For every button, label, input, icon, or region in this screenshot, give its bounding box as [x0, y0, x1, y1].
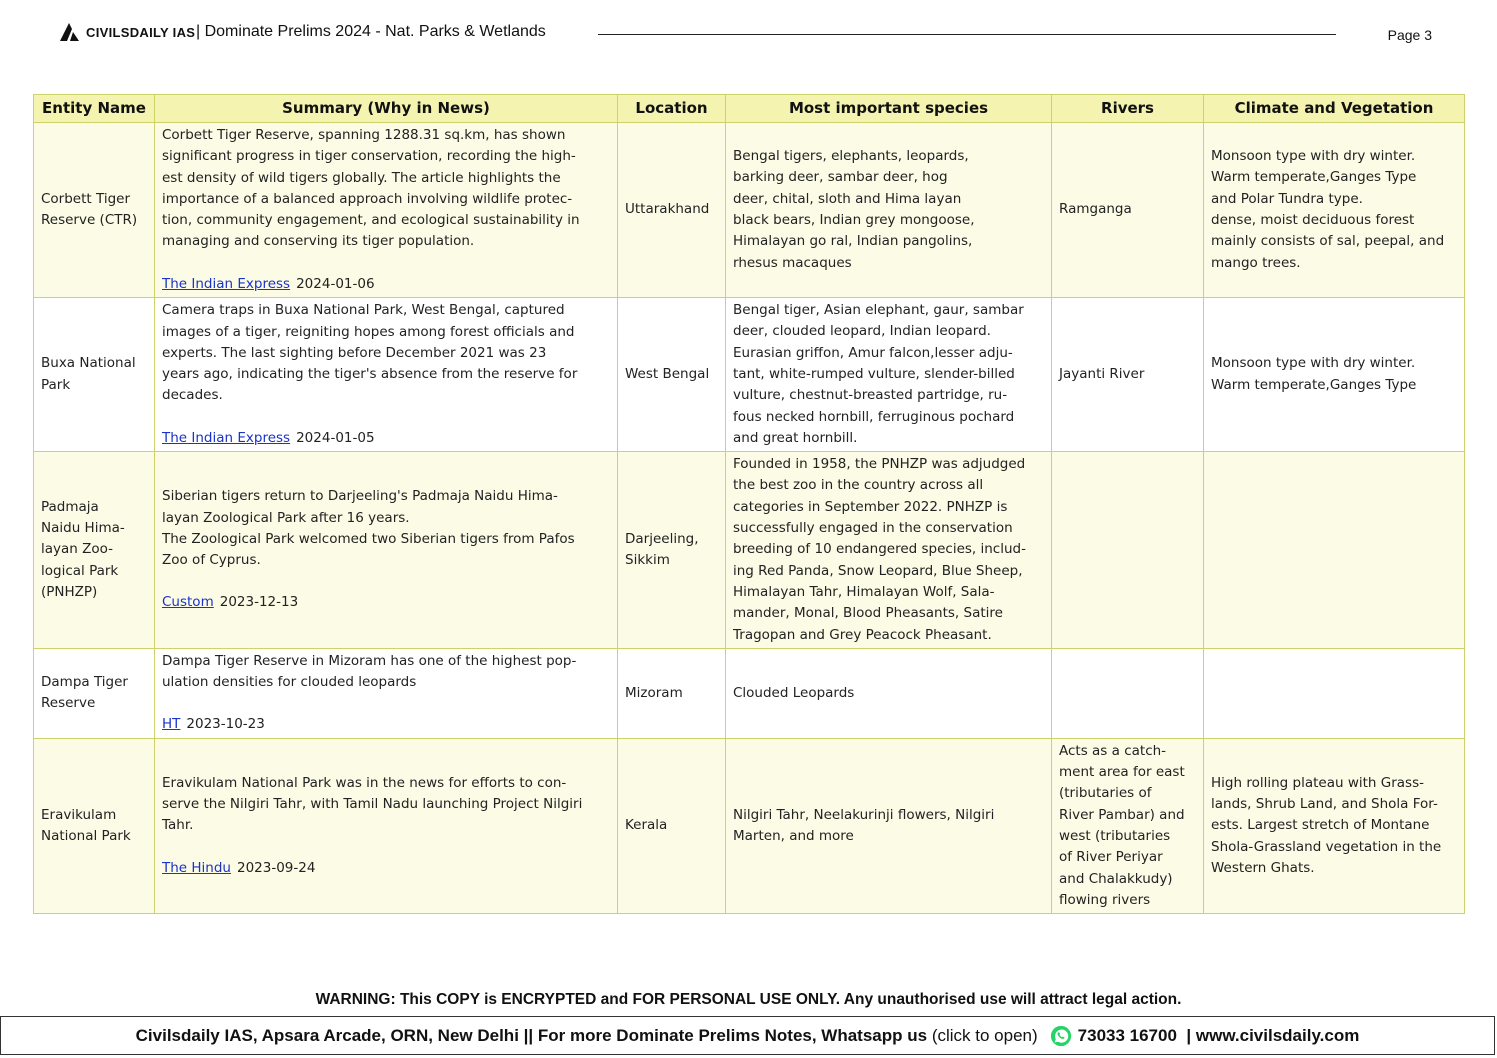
- entity-line: Reserve (CTR): [41, 212, 138, 229]
- climate-line: mango trees.: [1211, 254, 1301, 271]
- cell-species: [726, 738, 1052, 913]
- location-line: Mizoram: [625, 684, 683, 701]
- cell-rivers: [1052, 738, 1204, 913]
- table-row: [34, 123, 1465, 298]
- species-line: and great hornbill.: [733, 429, 858, 446]
- species-line: vulture, chestnut-breasted partridge, ru-: [733, 387, 1008, 404]
- summary-spacer: [162, 693, 610, 714]
- climate-line: ests. Largest stretch of Montane: [1211, 817, 1430, 834]
- document-title: | Dominate Prelims 2024 - Nat. Parks & Wetlands: [196, 23, 546, 40]
- species-line: Bengal tiger, Asian elephant, gaur, sambar: [733, 302, 1024, 319]
- summary-line: decades.: [162, 387, 223, 404]
- encryption-warning: [0, 991, 1497, 1009]
- source-link[interactable]: The Hindu: [162, 859, 231, 876]
- table-row: [34, 648, 1465, 738]
- climate-line: Shola-Grassland vegetation in the: [1211, 838, 1442, 855]
- summary-line: images of a tiger, reigniting hopes among forest officials and: [162, 323, 575, 340]
- species-line: tant, white-rumped vulture, slender-billed: [733, 365, 1015, 382]
- col-header-summary: Summary (Why in News): [155, 95, 618, 123]
- parks-table: [33, 94, 1465, 914]
- location-line: Uttarakhand: [625, 201, 710, 218]
- summary-line: The Zoological Park welcomed two Siberian tigers from Pafos: [162, 530, 575, 547]
- cell-climate: [1204, 298, 1465, 452]
- entity-line: Padmaja: [41, 498, 99, 515]
- cell-climate: [1204, 452, 1465, 649]
- footer-website[interactable]: | www.civilsdaily.com: [1186, 1025, 1360, 1045]
- location-line: West Bengal: [625, 365, 710, 382]
- entity-line: Naidu Hima-: [41, 520, 125, 537]
- cell-location: [618, 648, 726, 738]
- source-link[interactable]: The Indian Express: [162, 275, 291, 292]
- table-row: [34, 452, 1465, 649]
- summary-line: years ago, indicating the tiger's absence from the reserve for: [162, 366, 578, 383]
- species-line: deer, chital, sloth and Hima layan: [733, 190, 962, 207]
- footer-phone[interactable]: 73033 16700: [1077, 1025, 1177, 1045]
- entity-line: Dampa Tiger: [41, 673, 128, 690]
- source-link[interactable]: The Indian Express: [162, 429, 291, 446]
- cell-location: [618, 452, 726, 649]
- news-source: [162, 428, 610, 449]
- col-header-entity: Entity Name: [34, 95, 155, 123]
- cell-location: [618, 738, 726, 913]
- cell-rivers: [1052, 123, 1204, 298]
- cell-rivers: [1052, 298, 1204, 452]
- species-line: fous necked hornbill, ferruginous pochard: [733, 408, 1015, 425]
- news-source: [162, 858, 610, 879]
- species-line: Himalayan Tahr, Himalayan Wolf, Sala-: [733, 583, 995, 600]
- summary-line: experts. The last sighting before December 2021 was 23: [162, 344, 547, 361]
- species-line: breeding of 10 endangered species, includ-: [733, 541, 1026, 558]
- cell-summary: [155, 648, 618, 738]
- entity-line: Buxa National: [41, 355, 136, 372]
- col-header-species: Most important species: [726, 95, 1052, 123]
- entity-line: National Park: [41, 827, 131, 844]
- whatsapp-icon[interactable]: [1050, 1025, 1072, 1047]
- entity-line: Corbett Tiger: [41, 190, 130, 207]
- species-line: barking deer, sambar deer, hog: [733, 169, 948, 186]
- climate-line: mainly consists of sal, peepal, and: [1211, 233, 1445, 250]
- entity-line: layan Zoo-: [41, 541, 114, 558]
- cell-entity: [34, 298, 155, 452]
- entity-line: logical Park: [41, 562, 119, 579]
- table-row: [34, 298, 1465, 452]
- cell-entity: [34, 452, 155, 649]
- summary-line: Dampa Tiger Reserve in Mizoram has one of the highest pop-: [162, 652, 577, 669]
- civilsdaily-logo: [58, 21, 195, 43]
- summary-line: significant progress in tiger conservation, recording the high-: [162, 148, 576, 165]
- summary-spacer: [162, 407, 610, 428]
- news-date: 2024-01-05: [296, 429, 375, 446]
- cell-entity: [34, 123, 155, 298]
- climate-line: Monsoon type with dry winter.: [1211, 355, 1416, 372]
- summary-line: ulation densities for clouded leopards: [162, 674, 417, 691]
- table-header-row: [34, 95, 1465, 123]
- summary-line: Eravikulam National Park was in the news for efforts to con-: [162, 774, 567, 791]
- warning-text: WARNING: This COPY is ENCRYPTED and FOR PERSONAL USE ONLY. Any unauthorised use will attract legal action.: [315, 991, 1182, 1008]
- species-line: Eurasian griffon, Amur falcon,lesser adju-: [733, 344, 1013, 361]
- footer-address: Civilsdaily IAS, Apsara Arcade, ORN, New Delhi ||: [135, 1025, 534, 1045]
- climate-line: Warm temperate,Ganges Type: [1211, 376, 1417, 393]
- rivers-line: (tributaries of: [1059, 785, 1152, 802]
- species-line: mander, Monal, Blood Pheasants, Satire: [733, 605, 1003, 622]
- cell-location: [618, 123, 726, 298]
- cell-rivers: [1052, 452, 1204, 649]
- source-link[interactable]: HT: [162, 716, 181, 733]
- species-line: Tragopan and Grey Peacock Pheasant.: [733, 626, 992, 643]
- summary-line: est density of wild tigers globally. The article highlights the: [162, 169, 561, 186]
- cell-climate: [1204, 123, 1465, 298]
- summary-line: Zoo of Cyprus.: [162, 552, 261, 569]
- species-line: ing Red Panda, Snow Leopard, Blue Sheep,: [733, 562, 1023, 579]
- page-number: Page 3: [1387, 27, 1432, 43]
- civilsdaily-logo-icon: [58, 21, 80, 43]
- species-line: rhesus macaques: [733, 254, 852, 271]
- col-header-location: Location: [618, 95, 726, 123]
- news-date: 2023-10-23: [186, 716, 265, 733]
- col-header-rivers: Rivers: [1052, 95, 1204, 123]
- footer-notes: For more Dominate Prelims Notes, Whatsapp us: [537, 1025, 928, 1045]
- cell-entity: [34, 648, 155, 738]
- cell-location: [618, 298, 726, 452]
- cell-species: [726, 452, 1052, 649]
- entity-line: (PNHZP): [41, 583, 98, 600]
- summary-spacer: [162, 253, 610, 274]
- summary-line: serve the Nilgiri Tahr, with Tamil Nadu launching Project Nilgiri: [162, 796, 583, 813]
- cell-summary: [155, 452, 618, 649]
- entity-line: Reserve: [41, 695, 96, 712]
- cell-climate: [1204, 648, 1465, 738]
- rivers-line: Acts as a catch-: [1059, 742, 1167, 759]
- table-row: [34, 738, 1465, 913]
- climate-line: Western Ghats.: [1211, 859, 1315, 876]
- summary-line: Camera traps in Buxa National Park, West Bengal, captured: [162, 302, 565, 319]
- summary-line: Siberian tigers return to Darjeeling's Padmaja Naidu Hima-: [162, 488, 558, 505]
- news-date: 2023-09-24: [236, 859, 316, 876]
- rivers-line: ment area for east: [1059, 764, 1185, 781]
- cell-summary: [155, 123, 618, 298]
- news-source: [162, 714, 610, 735]
- rivers-line: River Pambar) and: [1059, 806, 1185, 823]
- cell-climate: [1204, 738, 1465, 913]
- cell-species: [726, 123, 1052, 298]
- rivers-line: and Chalakkudy): [1059, 870, 1173, 887]
- rivers-line: west (tributaries: [1059, 827, 1171, 844]
- logo-text: CIVILSDAILY IAS: [86, 24, 196, 40]
- summary-line: Tahr.: [162, 817, 194, 834]
- climate-line: Monsoon type with dry winter.: [1211, 148, 1416, 165]
- climate-line: dense, moist deciduous forest: [1211, 212, 1415, 229]
- news-date: 2024-01-06: [296, 275, 375, 292]
- summary-line: layan Zoological Park after 16 years.: [162, 509, 410, 526]
- climate-line: lands, Shrub Land, and Shola For-: [1211, 795, 1438, 812]
- species-line: categories in September 2022. PNHZP is: [733, 498, 1008, 515]
- species-line: Bengal tigers, elephants, leopards,: [733, 148, 969, 165]
- cell-rivers: [1052, 648, 1204, 738]
- header-rule: [598, 34, 1336, 35]
- cell-entity: [34, 738, 155, 913]
- news-source: [162, 274, 610, 295]
- summary-spacer: [162, 837, 610, 858]
- species-line: black bears, Indian grey mongoose,: [733, 212, 975, 229]
- page-footer: [0, 1016, 1495, 1055]
- species-line: Clouded Leopards: [733, 684, 855, 701]
- col-header-climate: Climate and Vegetation: [1204, 95, 1465, 123]
- species-line: deer, clouded leopard, Indian leopard.: [733, 323, 991, 340]
- rivers-line: of River Periyar: [1059, 849, 1163, 866]
- summary-line: managing and conserving its tiger population.: [162, 233, 475, 250]
- table-body: [34, 123, 1465, 914]
- cell-species: [726, 298, 1052, 452]
- species-line: Nilgiri Tahr, Neelakurinji flowers, Nilgiri: [733, 806, 995, 823]
- species-line: the best zoo in the country across all: [733, 477, 984, 494]
- news-date: 2023-12-13: [219, 594, 299, 611]
- location-line: Darjeeling,: [625, 530, 699, 547]
- news-source: [162, 592, 610, 613]
- climate-line: and Polar Tundra type.: [1211, 190, 1363, 207]
- cell-summary: [155, 738, 618, 913]
- summary-line: Corbett Tiger Reserve, spanning 1288.31 sq.km, has shown: [162, 127, 566, 143]
- cell-summary: [155, 298, 618, 452]
- cell-species: [726, 648, 1052, 738]
- location-line: Sikkim: [625, 551, 670, 568]
- summary-spacer: [162, 571, 610, 592]
- summary-line: tion, community engagement, and ecological sustainability in: [162, 212, 580, 229]
- page-header: [58, 18, 1438, 48]
- rivers-line: flowing rivers: [1059, 891, 1151, 908]
- entity-line: Park: [41, 376, 71, 393]
- species-line: successfully engaged in the conservation: [733, 520, 1013, 537]
- species-line: Himalayan go ral, Indian pangolins,: [733, 233, 973, 250]
- location-line: Kerala: [625, 817, 668, 834]
- climate-line: High rolling plateau with Grass-: [1211, 774, 1424, 791]
- climate-line: Warm temperate,Ganges Type: [1211, 169, 1417, 186]
- entity-line: Eravikulam: [41, 806, 117, 823]
- rivers-line: Jayanti River: [1059, 365, 1145, 382]
- source-link[interactable]: Custom: [162, 594, 214, 611]
- whatsapp-click-link[interactable]: (click to open): [931, 1025, 1038, 1045]
- species-line: Founded in 1958, the PNHZP was adjudged: [733, 456, 1026, 473]
- species-line: Marten, and more: [733, 827, 854, 844]
- summary-line: importance of a balanced approach involving wildlife protec-: [162, 190, 573, 207]
- rivers-line: Ramganga: [1059, 201, 1132, 218]
